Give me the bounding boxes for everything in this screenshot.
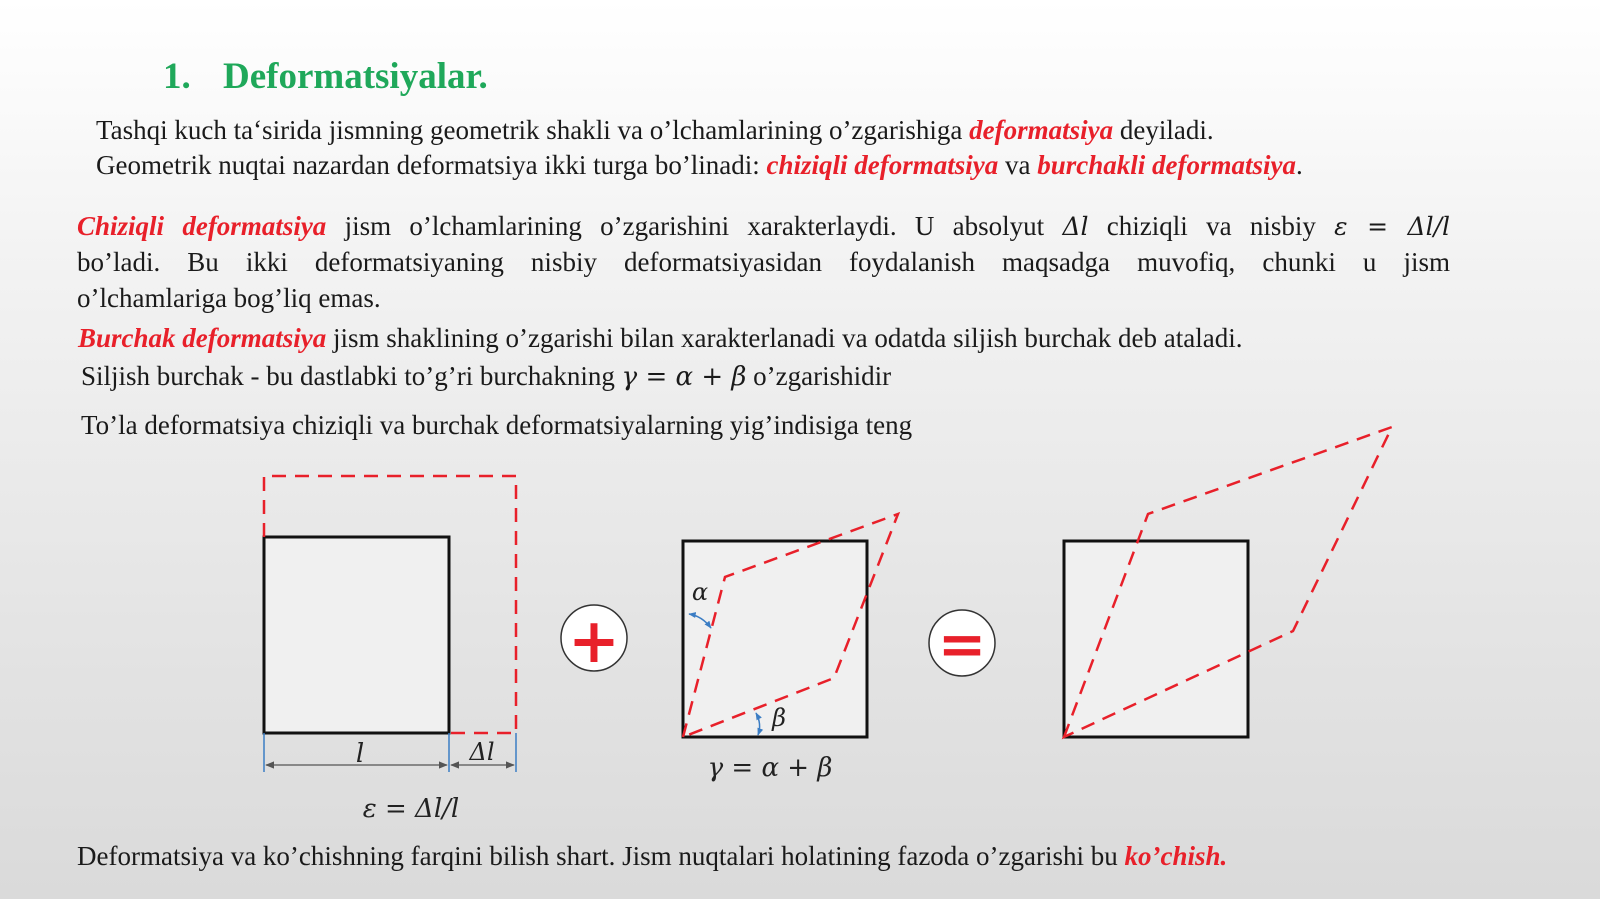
- intro-line-2-mid: va: [998, 150, 1038, 180]
- term-angular-deformation: Burchak deformatsiya: [78, 323, 327, 353]
- intro-line-1-end: deyiladi.: [1113, 115, 1214, 145]
- gamma-formula-label: 𝛾 = 𝛼 + 𝛽: [707, 753, 833, 783]
- linear-text-2: chiziqli va nisbiy: [1088, 211, 1335, 241]
- figure-total-deformation: [1064, 427, 1392, 737]
- alpha-label: 𝛼: [691, 578, 709, 606]
- term-chiziqli-deformatsiya: chiziqli deformatsiya: [766, 150, 999, 180]
- equals-symbol-text: =: [937, 610, 987, 678]
- figure-linear-deformation: [264, 476, 516, 824]
- term-kochish: ko’chish.: [1124, 841, 1228, 871]
- original-square: [264, 537, 449, 733]
- angular-text: jism shaklining o’zgarishi bilan xarakterlanadi va odatda siljish burchak deb ataladi.: [326, 323, 1243, 353]
- plus-symbol-text: +: [568, 604, 620, 677]
- intro-line-1-text: Tashqi kuch ta‘sirida jismning geometrik shakli va o’lchamlarining o’zgarishiga: [96, 115, 970, 145]
- equals-symbol-icon: [929, 610, 995, 678]
- term-linear-deformation: Chiziqli deformatsiya: [77, 211, 327, 241]
- strain-formula-label: 𝜀 = Δ𝑙/𝑙: [362, 794, 460, 824]
- figure-angular-deformation: [683, 514, 898, 783]
- title-text: Deformatsiyalar.: [223, 56, 488, 97]
- linear-paragraph-line-3: o’lchamlariga bog’liq emas.: [77, 283, 381, 313]
- term-burchakli-deformatsiya: burchakli deformatsiya: [1037, 150, 1297, 180]
- beta-label: 𝛽: [772, 704, 786, 732]
- delta-length-label: Δ𝑙: [469, 738, 495, 766]
- footer-line: [77, 838, 1227, 874]
- title-number: 1.: [163, 56, 191, 97]
- shear-text: Siljish burchak - bu dastlabki to’g’ri burchakning: [81, 361, 622, 391]
- intro-line-2-end: .: [1296, 150, 1303, 180]
- intro-line-2-text: Geometrik nuqtai nazardan deformatsiya ikki turga bo’linadi:: [96, 150, 767, 180]
- shear-text-end: o’zgarishidir: [746, 361, 892, 391]
- term-deformatsiya: deformatsiya: [969, 115, 1114, 145]
- linear-text-1: jism o’lchamlarining o’zgarishini xarakterlaydi. U absolyut: [326, 211, 1063, 241]
- plus-symbol-icon: [561, 604, 627, 677]
- total-deformation-line: To’la deformatsiya chiziqli va burchak deformatsiyalarning yig’indisiga teng: [81, 410, 913, 440]
- footer-text: Deformatsiya va ko’chishning farqini bilish shart. Jism nuqtalari holatining fazoda o’zgarishi bu: [77, 841, 1125, 871]
- relative-strain-formula: 𝜀 = Δ𝑙/𝑙: [1334, 212, 1450, 241]
- linear-paragraph-line-2: bo’ladi. Bu ikki deformatsiyaning nisbiy deformatsiyasidan foydalanish maqsadga muvofiq, chunki u jism: [77, 247, 1450, 277]
- shear-formula: 𝛾 = 𝛼 + 𝛽: [621, 362, 747, 392]
- absolute-deformation-symbol: Δ𝑙: [1062, 212, 1089, 241]
- length-label: 𝑙: [355, 739, 365, 769]
- square-total: [1064, 541, 1248, 737]
